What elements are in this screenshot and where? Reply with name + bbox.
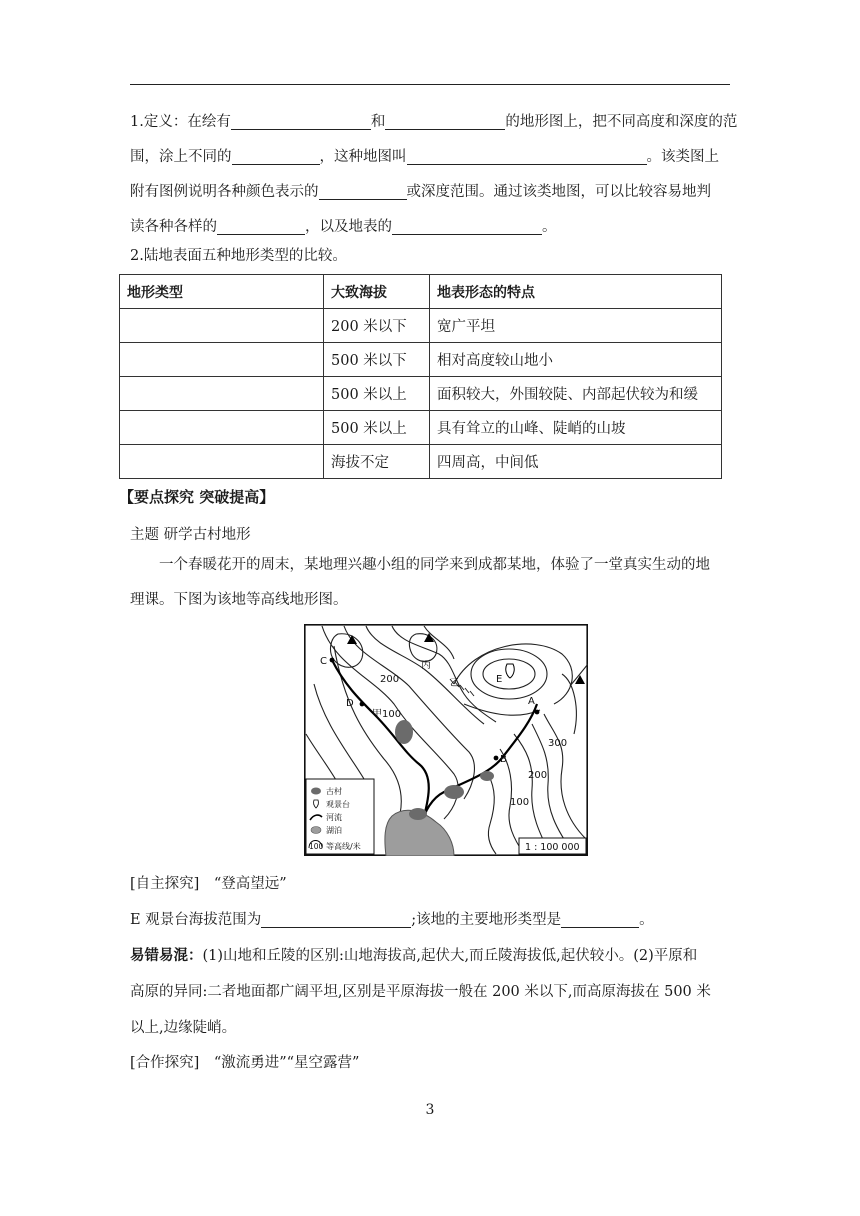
feature-cell: 四周高，中间低 xyxy=(430,445,722,479)
text: 读各种各样的 xyxy=(130,219,217,235)
legend-village-swatch xyxy=(311,788,321,795)
blank[interactable] xyxy=(232,146,320,165)
text: E 观景台海拔范围为 xyxy=(130,912,262,928)
point-c xyxy=(330,658,335,663)
tip-line: (1)山地和丘陵的区别:山地海拔高,起伏大,而丘陵海拔低,起伏较小。(2)平原和 xyxy=(202,948,698,964)
label-c: C xyxy=(320,656,327,667)
legend-lake-swatch xyxy=(311,827,321,834)
legend-contour-number: 100 xyxy=(309,842,324,851)
terrain-type-cell[interactable] xyxy=(120,343,324,377)
elevation-cell: 200 米以下 xyxy=(324,309,430,343)
terrain-table xyxy=(119,274,722,479)
table-row xyxy=(120,377,722,411)
tip-paragraph xyxy=(130,938,730,1046)
page-number: 3 xyxy=(425,1102,435,1118)
text: ;该地的主要地形类型是 xyxy=(411,912,562,928)
header-rule xyxy=(130,84,730,85)
terrain-type-cell[interactable] xyxy=(120,309,324,343)
table-row xyxy=(120,309,722,343)
self-explore-heading: [自主探究] “登高望远” xyxy=(130,876,287,892)
terrain-type-cell[interactable] xyxy=(120,445,324,479)
blank[interactable] xyxy=(319,181,407,200)
village-marker xyxy=(409,808,427,820)
question-line xyxy=(130,908,654,929)
tip-line: 高原的异同:二者地面都广阔平坦,区别是平原海拔一般在 200 米以下,而高原海拔在 500 米 xyxy=(130,984,711,1000)
label-d: D xyxy=(346,698,354,709)
legend-village: 古村 xyxy=(326,787,342,796)
legend-contour: 等高线/米 xyxy=(326,842,361,851)
table-header-row xyxy=(120,275,722,309)
feature-cell: 具有耸立的山峰、陡峭的山坡 xyxy=(430,411,722,445)
text: 附有图例说明各种颜色表示的 xyxy=(130,184,319,200)
terrain-type-cell[interactable] xyxy=(120,411,324,445)
label-e: E xyxy=(496,674,503,685)
compare-title: 2.陆地表面五种地形类型的比较。 xyxy=(130,248,347,264)
label-yi: 乙 xyxy=(450,678,460,689)
legend-river: 河流 xyxy=(326,813,342,822)
text: 围，涂上不同的 xyxy=(130,149,232,165)
feature-cell: 面积较大，外围较陡、内部起伏较为和缓 xyxy=(430,377,722,411)
table-row xyxy=(120,445,722,479)
tip-line: 以上,边缘陡峭。 xyxy=(130,1020,237,1036)
contour-label: 300 xyxy=(548,738,568,749)
section-title: 【要点探究 突破提高】 xyxy=(119,488,275,506)
terrain-type-cell[interactable] xyxy=(120,377,324,411)
text: 1.定义：在绘有 xyxy=(130,114,231,130)
tip-label: 易错易混： xyxy=(130,948,203,964)
table-row xyxy=(120,411,722,445)
legend-lake: 湖泊 xyxy=(326,826,342,835)
contour-label: 100 xyxy=(510,797,530,808)
intro-line: 一个春暖花开的周末，某地理兴趣小组的同学来到成都某地，体验了一堂真实生动的地 xyxy=(159,557,710,573)
text: 的地形图上，把不同高度和深度的范 xyxy=(505,114,738,130)
map-legend xyxy=(306,779,374,854)
contour-map xyxy=(304,624,588,856)
village-marker xyxy=(480,771,494,781)
elevation-cell: 海拔不定 xyxy=(324,445,430,479)
elevation-cell: 500 米以下 xyxy=(324,343,430,377)
text: ，这种地图叫 xyxy=(319,149,407,165)
point-b xyxy=(494,756,499,761)
text: 或深度范围。通过该类地图，可以比较容易地判 xyxy=(406,184,711,200)
header-cell: 大致海拔 xyxy=(324,275,430,309)
header-cell: 地形类型 xyxy=(120,275,324,309)
legend-platform: 观景台 xyxy=(326,800,350,809)
intro-paragraph xyxy=(130,548,730,618)
contour-label: 200 xyxy=(380,674,400,685)
blank[interactable] xyxy=(217,216,305,235)
table-row xyxy=(120,343,722,377)
map-scale: 1 : 100 000 xyxy=(525,842,580,853)
text: 和 xyxy=(370,114,386,130)
label-b: B xyxy=(500,754,507,765)
feature-cell: 宽广平坦 xyxy=(430,309,722,343)
definition-paragraph xyxy=(130,105,738,245)
elevation-cell: 500 米以上 xyxy=(324,377,430,411)
feature-cell: 相对高度较山地小 xyxy=(430,343,722,377)
text: 。 xyxy=(542,219,557,235)
label-bing: 丙 xyxy=(421,660,431,671)
text: 。 xyxy=(639,912,654,928)
point-d xyxy=(360,702,365,707)
text: 。该类图上 xyxy=(646,149,719,165)
village-marker xyxy=(395,720,413,744)
blank[interactable] xyxy=(385,111,505,130)
blank[interactable] xyxy=(231,111,371,130)
label-jia: 甲100 xyxy=(372,709,402,720)
coop-explore-heading: [合作探究] “激流勇进”“星空露营” xyxy=(130,1055,360,1071)
text: ，以及地表的 xyxy=(305,219,392,235)
point-a xyxy=(535,710,540,715)
elevation-cell: 500 米以上 xyxy=(324,411,430,445)
topic-title: 主题 研学古村地形 xyxy=(130,527,251,543)
header-cell: 地表形态的特点 xyxy=(430,275,722,309)
village-marker xyxy=(444,785,464,799)
blank[interactable] xyxy=(407,146,647,165)
intro-line: 理课。下图为该地等高线地形图。 xyxy=(130,592,348,608)
contour-label: 200 xyxy=(528,770,548,781)
label-a: A xyxy=(528,696,535,707)
blank[interactable] xyxy=(392,216,542,235)
blank[interactable] xyxy=(261,909,411,928)
blank[interactable] xyxy=(561,909,639,928)
